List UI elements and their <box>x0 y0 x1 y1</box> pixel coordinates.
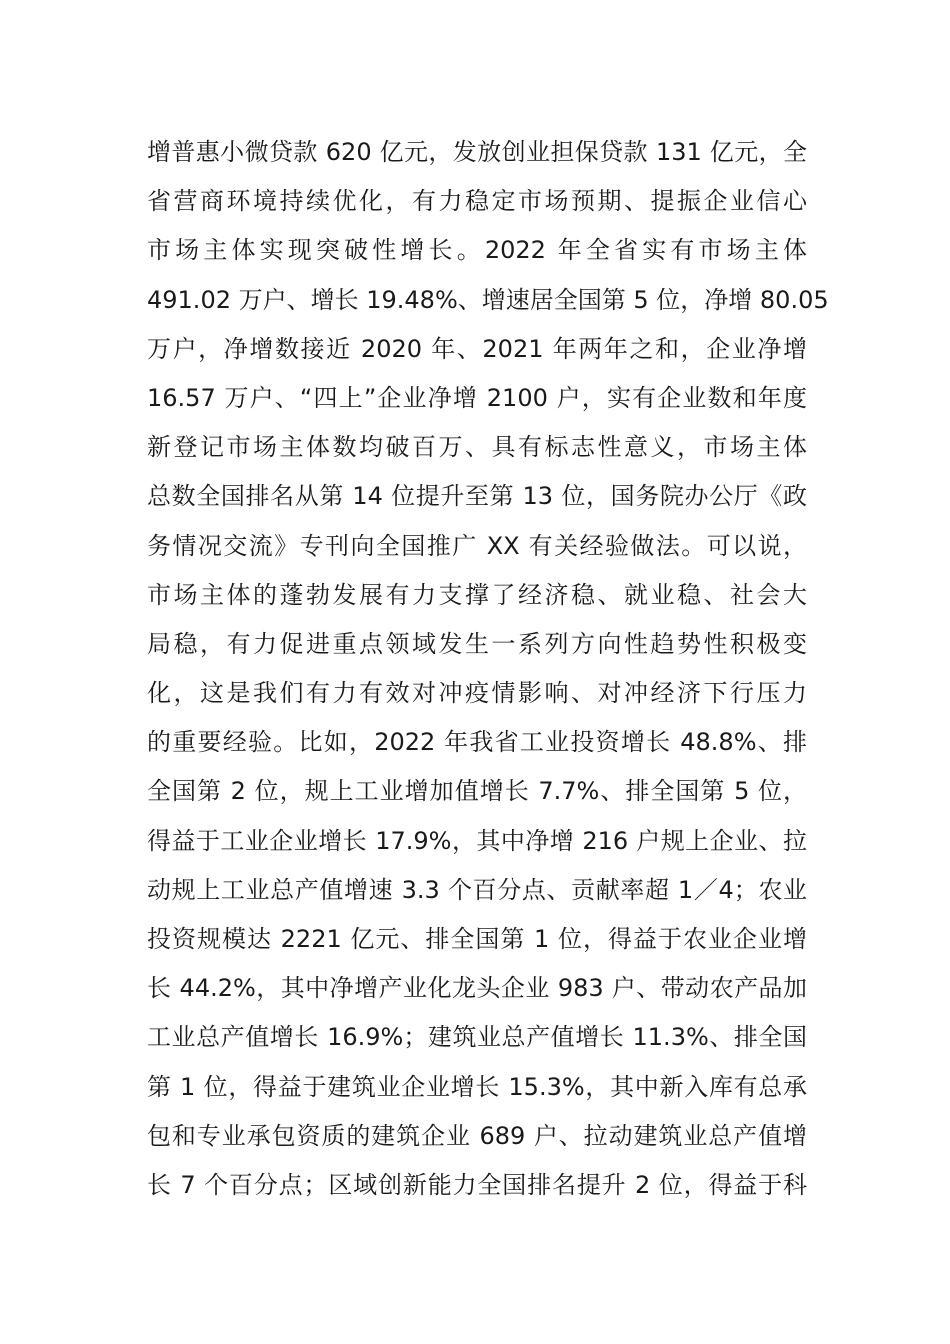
text-line: 局稳，有力促进重点领域发生一系列方向性趋势性积极变 <box>147 629 807 658</box>
text-line: 市场主体的蓬勃发展有力支撑了经济稳、就业稳、社会大 <box>147 580 807 609</box>
text-line: 包和专业承包资质的建筑企业 689 户、拉动建筑业总产值增 <box>147 1121 807 1150</box>
text-line: 新登记市场主体数均破百万、具有标志性意义，市场主体 <box>147 433 807 462</box>
text-line: 省营商环境持续优化，有力稳定市场预期、提振企业信心 <box>147 187 807 216</box>
text-line: 长 7 个百分点；区域创新能力全国排名提升 2 位，得益于科 <box>147 1170 807 1199</box>
text-line: 工业总产值增长 16.9%；建筑业总产值增长 11.3%、排全国 <box>147 1023 807 1052</box>
text-line: 市场主体实现突破性增长。2022 年全省实有市场主体 <box>147 236 807 265</box>
text-line: 增普惠小微贷款 620 亿元，发放创业担保贷款 131 亿元，全 <box>147 138 807 166</box>
text-line: 491.02 万户、增长 19.48%、增速居全国第 5 位，净增 80.05 <box>147 285 829 314</box>
text-line: 投资规模达 2221 亿元、排全国第 1 位，得益于农业企业增 <box>147 925 807 953</box>
text-line: 第 1 位，得益于建筑业企业增长 15.3%，其中新入库有总承 <box>147 1072 807 1101</box>
text-line: 务情况交流》专刊向全国推广 XX 有关经验做法。可以说， <box>147 531 807 560</box>
text-line: 的重要经验。比如，2022 年我省工业投资增长 48.8%、排 <box>147 728 807 757</box>
text-line: 得益于工业企业增长 17.9%，其中净增 216 户规上企业、拉 <box>147 826 807 855</box>
body-text <box>147 128 829 1210</box>
text-line: 16.57 万户、“四上”企业净增 2100 户，实有企业数和年度 <box>147 383 807 412</box>
text-line: 万户，净增数接近 2020 年、2021 年两年之和，企业净增 <box>147 334 807 363</box>
text-line: 总数全国排名从第 14 位提升至第 13 位，国务院办公厅《政 <box>147 482 807 511</box>
text-line: 全国第 2 位，规上工业增加值增长 7.7%、排全国第 5 位， <box>147 777 807 806</box>
text-line: 长 44.2%，其中净增产业化龙头企业 983 户、带动农产品加 <box>147 974 807 1003</box>
text-line: 动规上工业总产值增速 3.3 个百分点、贡献率超 1／4；农业 <box>147 875 807 904</box>
text-line: 化，这是我们有力有效对冲疫情影响、对冲经济下行压力 <box>147 679 807 708</box>
